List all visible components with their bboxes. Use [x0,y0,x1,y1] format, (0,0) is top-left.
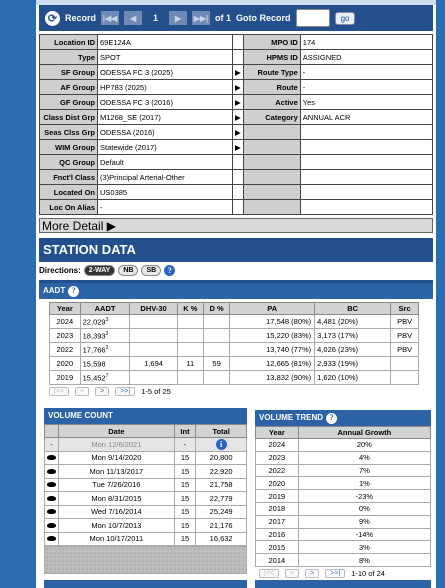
arrow-cell [233,185,244,200]
attribute-label: Located On [40,185,98,200]
volume-row[interactable] [45,465,247,479]
volume-total: 22,779 [196,492,247,506]
volume-count-header [44,408,247,424]
volume-date: Tue 7/26/2016 [59,478,175,492]
aadt-pa: 15,220 (83%) [230,329,315,343]
volume-row[interactable] [45,492,247,506]
trend-row [256,451,431,464]
aadt-k [177,371,203,385]
trend-year: 2023 [256,451,299,464]
attribute-value-2 [300,140,432,155]
attribute-label: Fnct'l Class [40,170,98,185]
attribute-label: WIM Group [40,140,98,155]
aadt-value-cell [80,329,130,343]
attribute-row [40,50,433,65]
eye-cell [45,478,59,492]
trend-year: 2018 [256,502,299,515]
next-record-button[interactable]: ▶ [169,11,187,25]
attribute-row [40,185,433,200]
aadt-column-header: Src [391,303,419,315]
trend-column-header: Annual Growth [298,427,430,439]
trend-row [256,528,431,541]
aadt-column-header: DHV-30 [130,303,177,315]
volume-int: 15 [174,465,196,479]
aadt-k [177,343,203,357]
attribute-row [40,65,433,80]
trend-growth: -23% [298,490,430,503]
info-icon[interactable]: ? [164,265,175,276]
attribute-label-2 [243,185,300,200]
eye-icon[interactable] [47,469,56,474]
trend-growth: 9% [298,515,430,528]
volume-count-table [44,424,247,546]
record-label: Record [65,13,97,23]
volume-total: 25,249 [196,505,247,519]
trend-growth: 1% [298,477,430,490]
attribute-value: ODESSA FC 3 (2025) [98,65,233,80]
attribute-row [40,140,433,155]
aadt-src: PBV [391,329,419,343]
aadt-year: 2023 [50,329,81,343]
eye-cell [45,532,59,546]
direction-nb-button[interactable]: NB [118,265,138,276]
trend-year: 2019 [256,490,299,503]
trend-row [256,541,431,554]
attribute-label-2: Route [243,80,300,95]
attribute-value-2 [300,155,432,170]
trend-next-page-button[interactable]: > [305,569,319,578]
aadt-k: 11 [177,357,203,371]
aadt-src [391,371,419,385]
attribute-row [40,170,433,185]
detail-panel [36,0,436,588]
aadt-bc: 2,933 (19%) [315,357,391,371]
trend-row [256,502,431,515]
eye-icon[interactable] [47,455,56,460]
attribute-label-2 [243,200,300,215]
volume-date: Mon 10/17/2011 [59,532,175,546]
aadt-row [50,357,419,371]
aadt-value: 15,598 [82,359,106,369]
aadt-pager [49,387,433,396]
volume-int: 15 [174,505,196,519]
trend-row [256,554,431,567]
attribute-value-2 [300,185,432,200]
attribute-label: Location ID [40,35,98,50]
directions-bar [39,265,433,276]
eye-cell: - [45,438,59,452]
volume-int: 15 [174,451,196,465]
aadt-value-cell [80,357,130,371]
attribute-row [40,35,433,50]
attribute-value-2 [300,170,432,185]
volume-trend-panel [255,410,431,578]
attribute-label: Loc On Alias [40,200,98,215]
volume-trend-pager [259,569,431,578]
volume-total: 21,758 [196,478,247,492]
aadt-value: 22,029 [82,317,106,327]
volume-count-footer [44,546,247,574]
aadt-table [49,302,419,385]
attribute-label-2 [243,170,300,185]
aadt-bc: 4,026 (23%) [315,343,391,357]
aadt-column-header: BC [315,303,391,315]
volume-date: Mon 8/31/2015 [59,492,175,506]
eye-icon[interactable] [47,482,56,487]
info-icon[interactable]: i [216,439,227,450]
refresh-icon[interactable]: ⟳ [45,11,60,26]
aadt-row [50,329,419,343]
attribute-value-2 [300,125,432,140]
attribute-label-2: HPMS ID [243,50,300,65]
aadt-pa: 12,665 (81%) [230,357,315,371]
trend-year: 2017 [256,515,299,528]
trend-growth: 20% [298,439,430,452]
aadt-year: 2024 [50,315,81,329]
aadt-column-header: AADT [80,303,130,315]
bottom-panel-header-left [44,580,247,588]
trend-year: 2020 [256,477,299,490]
attribute-row [40,110,433,125]
volume-trend-title: VOLUME TREND [259,413,323,422]
attribute-value: - [98,200,233,215]
expand-arrow-icon[interactable]: ▶ [233,80,244,95]
aadt-d [203,343,229,357]
attribute-label: AF Group [40,80,98,95]
arrow-cell [233,155,244,170]
volume-trend-header [255,410,431,426]
direction-2way-button[interactable]: 2-WAY [84,265,116,276]
of-label: of 1 [215,13,232,23]
volume-row[interactable] [45,438,247,452]
trend-row [256,439,431,452]
volume-int: 15 [174,532,196,546]
direction-sb-button[interactable]: SB [141,265,161,276]
aadt-dhv [130,315,177,329]
aadt-src: PBV [391,343,419,357]
volume-total: 20,800 [196,451,247,465]
trend-growth: 8% [298,554,430,567]
eye-cell [45,519,59,533]
attribute-value: HP783 (2025) [98,80,233,95]
attribute-value-2: Yes [300,95,432,110]
triangle-right-icon: ▶ [106,219,116,233]
aadt-k [177,329,203,343]
goto-record-input[interactable] [296,9,330,27]
attribute-row [40,200,433,215]
aadt-column-header: Year [50,303,81,315]
arrow-cell [233,200,244,215]
eye-cell [45,505,59,519]
volume-eye-header [45,425,59,438]
eye-icon[interactable] [47,536,56,541]
aadt-page-range: 1-5 of 25 [141,387,171,396]
aadt-d [203,329,229,343]
trend-row [256,515,431,528]
expand-arrow-icon[interactable]: ▶ [233,140,244,155]
aadt-column-header: PA [230,303,315,315]
volume-column-header: Date [59,425,175,438]
volume-total [196,438,247,452]
aadt-footnote: 3 [105,344,109,351]
attribute-value-2: 174 [300,35,432,50]
trend-growth: 3% [298,541,430,554]
attribute-label-2 [243,155,300,170]
aadt-value: 18,393 [82,331,106,341]
attribute-value: Statewide (2017) [98,140,233,155]
attribute-label: SF Group [40,65,98,80]
volume-int: - [174,438,196,452]
trend-growth: 7% [298,464,430,477]
volume-date: Mon 12/6/2021 [59,438,175,452]
attribute-value: (3)Principal Arterial-Other [98,170,233,185]
aadt-panel [39,283,433,396]
aadt-dhv: 1,694 [130,357,177,371]
trend-year: 2024 [256,439,299,452]
aadt-row [50,315,419,329]
attribute-value-2 [300,200,432,215]
aadt-value-cell [80,315,130,329]
aadt-pa: 17,548 (80%) [230,315,315,329]
aadt-title: AADT [43,286,66,295]
attributes-table [39,34,433,215]
first-record-button[interactable]: |◀◀ [101,11,119,25]
attribute-label-2: Category [243,110,300,125]
attribute-value-2: - [300,65,432,80]
expand-arrow-icon[interactable]: ▶ [233,65,244,80]
go-button[interactable]: go [335,12,356,25]
aadt-year: 2019 [50,371,81,385]
trend-year: 2022 [256,464,299,477]
attribute-label-2: Active [243,95,300,110]
aadt-bc: 4,481 (20%) [315,315,391,329]
aadt-d: 59 [203,357,229,371]
volume-trend-info-icon[interactable]: ? [326,413,337,424]
record-number: 1 [153,13,159,23]
aadt-bc: 1,620 (10%) [315,371,391,385]
trend-row [256,464,431,477]
volume-column-header: Total [196,425,247,438]
aadt-src [391,357,419,371]
aadt-footnote: 3 [105,316,109,323]
trend-column-header: Year [256,427,299,439]
volume-int: 15 [174,519,196,533]
volume-int: 15 [174,478,196,492]
expand-arrow-icon[interactable]: ▶ [233,95,244,110]
trend-year: 2016 [256,528,299,541]
aadt-footnote: 3 [105,330,109,337]
attribute-value-2: ANNUAL ACR [300,110,432,125]
aadt-bc: 3,173 (17%) [315,329,391,343]
record-navbar [39,5,433,31]
aadt-next-page-button[interactable]: > [95,387,109,396]
volume-row[interactable] [45,451,247,465]
trend-first-page-button[interactable]: |<< [259,569,279,578]
aadt-dhv [130,371,177,385]
station-data-header: STATION DATA [39,238,433,262]
attribute-value: SPOT [98,50,233,65]
volume-date: Mon 11/13/2017 [59,465,175,479]
attribute-value: M1268_SE (2017) [98,110,233,125]
aadt-info-icon[interactable]: ? [68,286,79,297]
expand-arrow-icon[interactable]: ▶ [233,110,244,125]
volume-count-panel [44,408,247,574]
aadt-pa: 13,740 (77%) [230,343,315,357]
volume-count-title: VOLUME COUNT [48,411,113,420]
aadt-d [203,315,229,329]
aadt-header [39,283,433,299]
arrow-cell [233,35,244,50]
trend-prev-page-button[interactable]: < [285,569,299,578]
aadt-first-page-button[interactable]: |<< [49,387,69,396]
attribute-value: US0385 [98,185,233,200]
eye-cell [45,451,59,465]
attribute-label: Seas Clss Grp [40,125,98,140]
volume-total: 21,176 [196,519,247,533]
attribute-label: QC Group [40,155,98,170]
eye-cell [45,465,59,479]
attribute-row [40,80,433,95]
eye-cell [45,492,59,506]
aadt-dhv [130,329,177,343]
aadt-value-cell [80,371,130,385]
aadt-value: 17,766 [82,345,106,355]
expand-arrow-icon[interactable]: ▶ [233,125,244,140]
bottom-panel-header-right [255,580,431,588]
trend-growth: 0% [298,502,430,515]
trend-growth: 4% [298,451,430,464]
attribute-value: Default [98,155,233,170]
attribute-label-2 [243,140,300,155]
aadt-pa: 13,832 (90%) [230,371,315,385]
aadt-d [203,371,229,385]
last-record-button[interactable]: ▶▶| [192,11,210,25]
aadt-value: 15,452 [82,373,106,383]
volume-date: Mon 10/7/2013 [59,519,175,533]
attribute-label-2: Route Type [243,65,300,80]
trend-year: 2014 [256,554,299,567]
eye-icon[interactable] [47,509,56,514]
attribute-value-2: ASSIGNED [300,50,432,65]
attribute-value-2: - [300,80,432,95]
aadt-row [50,371,419,385]
aadt-column-header: D % [203,303,229,315]
attribute-label-2 [243,125,300,140]
aadt-dhv [130,343,177,357]
trend-growth: -14% [298,528,430,541]
aadt-value-cell [80,343,130,357]
more-detail-toggle[interactable] [39,218,433,233]
trend-year: 2015 [256,541,299,554]
trend-page-range: 1-10 of 24 [351,568,385,578]
trend-last-page-button[interactable]: >>| [325,569,345,578]
volume-total: 22,920 [196,465,247,479]
attribute-label: Class Dist Grp [40,110,98,125]
lower-panels [39,408,433,588]
arrow-cell [233,50,244,65]
aadt-year: 2020 [50,357,81,371]
volume-row[interactable] [45,519,247,533]
prev-record-button[interactable]: ◀ [124,11,142,25]
volume-date: Wed 7/16/2014 [59,505,175,519]
volume-total: 16,632 [196,532,247,546]
attribute-row [40,125,433,140]
attribute-label: GF Group [40,95,98,110]
more-detail-label: More Detail [42,219,104,233]
attribute-row [40,95,433,110]
attribute-value: ODESSA FC 3 (2016) [98,95,233,110]
attribute-value: ODESSA (2016) [98,125,233,140]
attribute-label-2: MPO ID [243,35,300,50]
volume-date: Mon 9/14/2020 [59,451,175,465]
volume-column-header: Int [174,425,196,438]
volume-row[interactable] [45,505,247,519]
aadt-k [177,315,203,329]
eye-icon[interactable] [47,496,56,501]
trend-row [256,490,431,503]
volume-row[interactable] [45,478,247,492]
attribute-value: 69E124A [98,35,233,50]
attribute-row [40,155,433,170]
attribute-label: Type [40,50,98,65]
arrow-cell [233,170,244,185]
volume-row[interactable] [45,532,247,546]
aadt-footnote: 7 [105,372,109,379]
aadt-prev-page-button[interactable]: < [75,387,89,396]
aadt-src: PBV [391,315,419,329]
goto-label: Goto Record [236,13,291,23]
directions-label: Directions: [39,266,81,275]
volume-int: 15 [174,492,196,506]
volume-trend-table [255,426,431,567]
trend-row [256,477,431,490]
eye-icon[interactable] [47,523,56,528]
aadt-row [50,343,419,357]
aadt-column-header: K % [177,303,203,315]
aadt-last-page-button[interactable]: >>| [115,387,135,396]
aadt-year: 2022 [50,343,81,357]
